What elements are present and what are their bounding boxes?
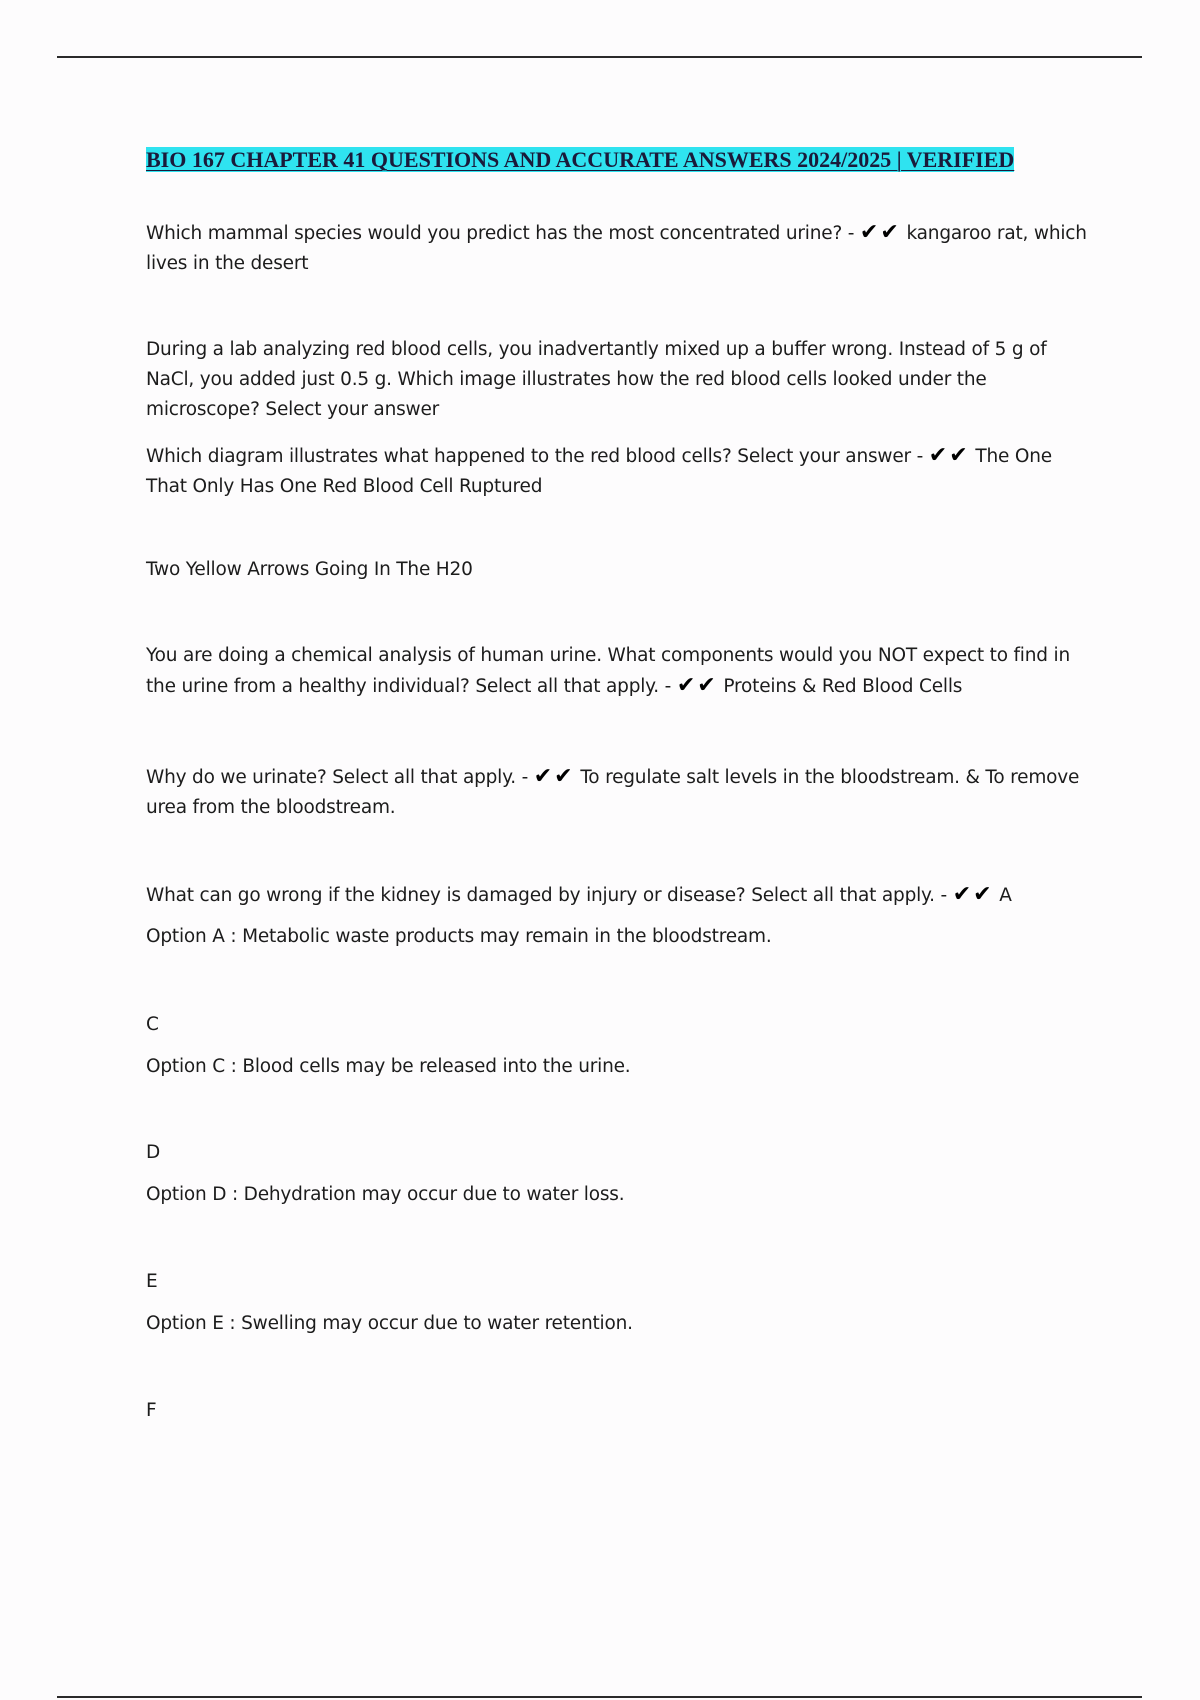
question-3 — [146, 441, 1096, 502]
document-title — [146, 145, 1026, 175]
bottom-rule — [57, 1696, 1142, 1698]
question-1 — [146, 218, 1096, 279]
question-1-text: Which mammal species would you predict has the most concentrated urine? - — [146, 223, 855, 244]
letter-f: F — [146, 1400, 157, 1421]
option-a: Option A : Metabolic waste products may remain in the bloodstream. — [146, 926, 772, 947]
question-5-text: Why do we urinate? Select all that apply. - — [146, 767, 529, 788]
check-mark-icon: ✔✔ — [928, 443, 970, 468]
answer-4-text: Proteins & Red Blood Cells — [723, 676, 963, 697]
letter-c: C — [146, 1014, 159, 1035]
document-title-text: BIO 167 CHAPTER 41 QUESTIONS AND ACCURATE ANSWERS 2024/2025 | VERIFIED — [146, 147, 1015, 172]
answer-1-text: kangaroo rat, which lives in the desert — [146, 223, 1087, 274]
option-d: Option D : Dehydration may occur due to water loss. — [146, 1184, 625, 1205]
option-c: Option C : Blood cells may be released into the urine. — [146, 1056, 631, 1077]
check-mark-icon: ✔✔ — [676, 673, 718, 698]
top-rule — [57, 56, 1142, 58]
answer-6-text: A — [999, 885, 1012, 906]
question-4 — [146, 641, 1096, 702]
answer-3-text: The One That Only Has One Red Blood Cell Ruptured — [146, 446, 1052, 497]
check-mark-icon: ✔✔ — [952, 882, 994, 907]
option-e: Option E : Swelling may occur due to water retention. — [146, 1313, 633, 1334]
check-mark-icon: ✔✔ — [533, 764, 575, 789]
question-3-text: Which diagram illustrates what happened to the red blood cells? Select your answer - — [146, 446, 924, 467]
letter-d: D — [146, 1142, 161, 1163]
letter-e: E — [146, 1271, 158, 1292]
question-5 — [146, 762, 1096, 823]
answer-5-text: To regulate salt levels in the bloodstream. & To remove urea from the bloodstream. — [146, 767, 1080, 818]
question-4-text: You are doing a chemical analysis of human urine. What components would you NOT expect to find in the urine from a healthy individual? Select all that apply. - — [146, 645, 1070, 697]
question-3-extra: Two Yellow Arrows Going In The H20 — [146, 559, 473, 580]
check-mark-icon: ✔✔ — [859, 220, 901, 245]
question-6-text: What can go wrong if the kidney is damaged by injury or disease? Select all that apply. - — [146, 885, 948, 906]
question-2-intro: During a lab analyzing red blood cells, you inadvertantly mixed up a buffer wrong. Instead of 5 g of NaCl, you added just 0.5 g. Which image illustrates how the red blood cells looked under the microscope? Select your answer — [146, 339, 1047, 420]
question-6 — [146, 880, 1096, 911]
